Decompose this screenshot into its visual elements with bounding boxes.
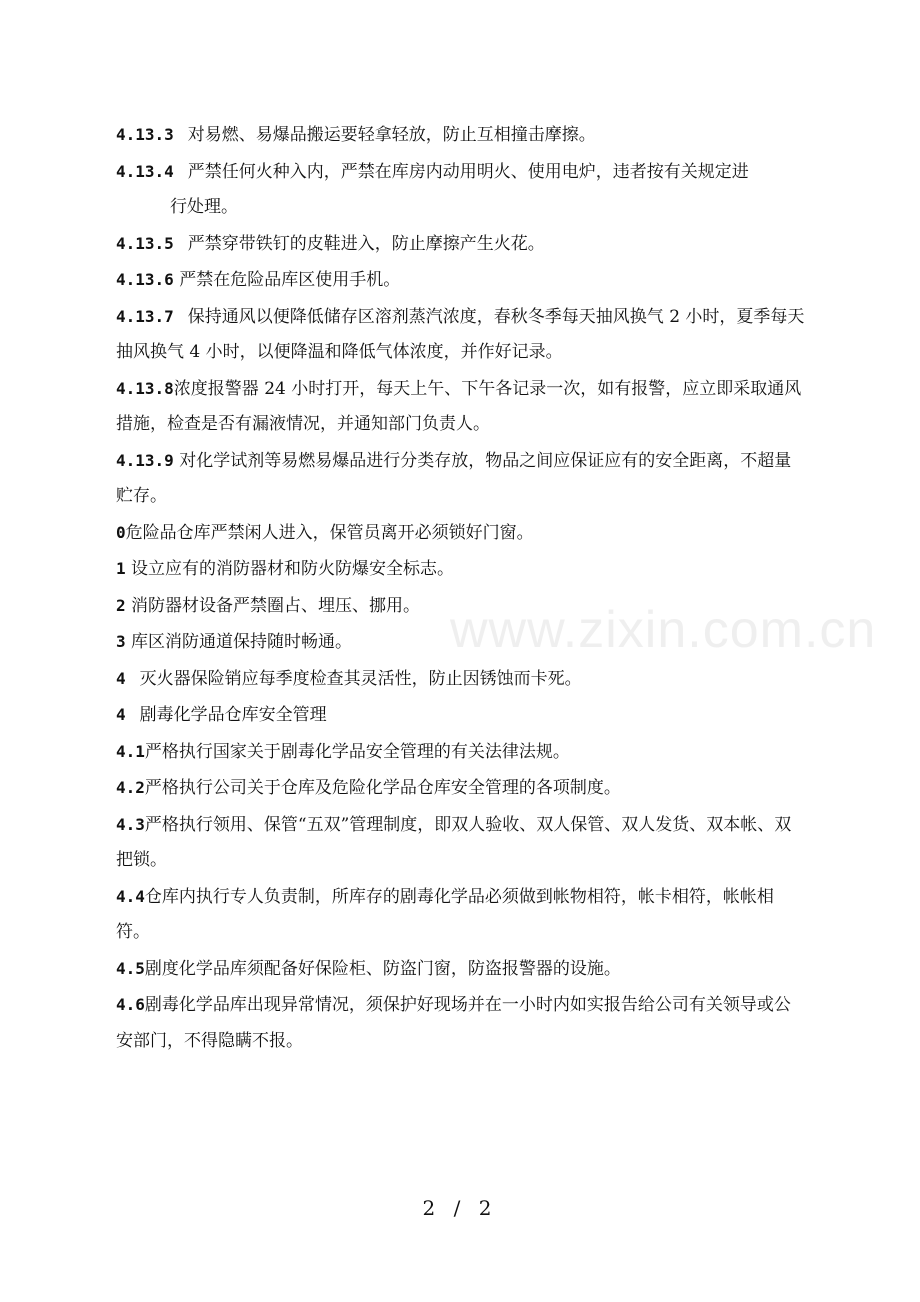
clause-text: 对易燃、易爆品搬运要轻拿轻放，防止互相撞击摩擦。 [187, 125, 596, 145]
page-number: 2 / 2 [422, 1196, 498, 1220]
clause-4-4 [116, 879, 806, 951]
clause-4-13-5 [116, 226, 806, 263]
section-title: 剧毒化学品仓库安全管理 [139, 705, 327, 725]
clause-text: 设立应有的消防器材和防火防爆安全标志。 [131, 559, 455, 579]
clause-number: 4.4 [116, 886, 145, 906]
clause-4-5 [116, 951, 806, 988]
clause-number: 4.6 [116, 995, 145, 1014]
clause-4-6 [116, 987, 806, 1059]
clause-4-13-8 [116, 371, 806, 443]
clause-4-13-7 [116, 299, 806, 371]
clause-text: 仓库内执行专人负责制，所库存的剧毒化学品必须做到帐物相符，帐卡相符，帐帐相符。 [116, 886, 774, 942]
document-body [116, 117, 806, 1059]
clause-4-13-4-continuation [116, 190, 806, 226]
clause-4-extinguisher [116, 661, 806, 698]
clause-1 [116, 551, 806, 588]
clause-number: 4.13.5 [116, 233, 174, 253]
clause-4-1 [116, 734, 806, 771]
clause-text: 消防器材设备严禁圈占、埋压、挪用。 [131, 595, 421, 616]
clause-0 [116, 515, 806, 552]
clause-number: 2 [116, 595, 126, 615]
clause-number: 4.13.7 [116, 306, 174, 326]
clause-text: 严禁在危险品库区使用手机。 [179, 270, 401, 290]
clause-number: 3 [116, 632, 126, 651]
clause-text: 剧度化学品库须配备好保险柜、防盗门窗，防盗报警器的设施。 [144, 958, 621, 979]
clause-text: 对化学试剂等易燃易爆品进行分类存放，物品之间应保证应有的安全距离，不超量贮存。 [116, 450, 792, 506]
clause-number: 4.13.9 [116, 450, 174, 470]
clause-4-13-3 [116, 117, 806, 154]
clause-4-2 [116, 770, 806, 807]
clause-number: 4.13.8 [116, 378, 174, 398]
clause-text: 保持通风以便降低储存区溶剂蒸汽浓度，春秋冬季每天抽风换气 2 小时，夏季每天抽风换气 4 小时，以便降温和降低气体浓度，并作好记录。 [116, 306, 805, 362]
clause-4-13-6 [116, 262, 806, 299]
clause-text: 严格执行领用、保管“五双”管理制度，即双人验收、双人保管、双人发货、双本帐、双把锁。 [116, 814, 792, 870]
section-heading [116, 697, 806, 734]
clause-number: 4.2 [116, 778, 145, 797]
clause-number: 4.3 [116, 814, 145, 834]
clause-4-3 [116, 807, 806, 879]
clause-text: 浓度报警器 24 小时打开，每天上午、下午各记录一次，如有报警，应立即采取通风措施，检查是否有漏液情况，并通知部门负责人。 [116, 378, 802, 434]
clause-4-13-4 [116, 154, 806, 191]
clause-text-continuation: 行处理。 [170, 197, 238, 217]
clause-number: 0 [116, 522, 126, 542]
clause-number: 4.13.4 [116, 161, 174, 181]
clause-number: 4.1 [116, 741, 145, 761]
clause-text: 严格执行国家关于剧毒化学品安全管理的有关法律法规。 [144, 741, 570, 762]
clause-number: 4.13.6 [116, 270, 174, 289]
clause-text: 剧毒化学品库出现异常情况，须保护好现场并在一小时内如实报告给公司有关领导或公安部门，不得隐瞒不报。 [116, 995, 791, 1051]
clause-text: 严禁任何火种入内，严禁在库房内动用明火、使用电炉，违者按有关规定进 [187, 161, 749, 182]
section-number: 4 [116, 705, 126, 724]
clause-number: 1 [116, 559, 126, 578]
clause-text: 库区消防通道保持随时畅通。 [131, 632, 353, 652]
clause-text: 严禁穿带铁钉的皮鞋进入，防止摩擦产生火花。 [187, 233, 545, 254]
clause-number: 4.5 [116, 958, 145, 978]
clause-number: 4 [116, 668, 126, 688]
clause-number: 4.13.3 [116, 125, 174, 144]
watermark: www.zixin.com.cn [450, 601, 877, 659]
clause-text: 严格执行公司关于仓库及危险化学品仓库安全管理的各项制度。 [144, 778, 621, 798]
clause-text: 灭火器保险销应每季度检查其灵活性，防止因锈蚀而卡死。 [139, 668, 582, 689]
clause-4-13-9 [116, 443, 806, 515]
clause-text: 危险品仓库严禁闲人进入，保管员离开必须锁好门窗。 [125, 522, 534, 543]
